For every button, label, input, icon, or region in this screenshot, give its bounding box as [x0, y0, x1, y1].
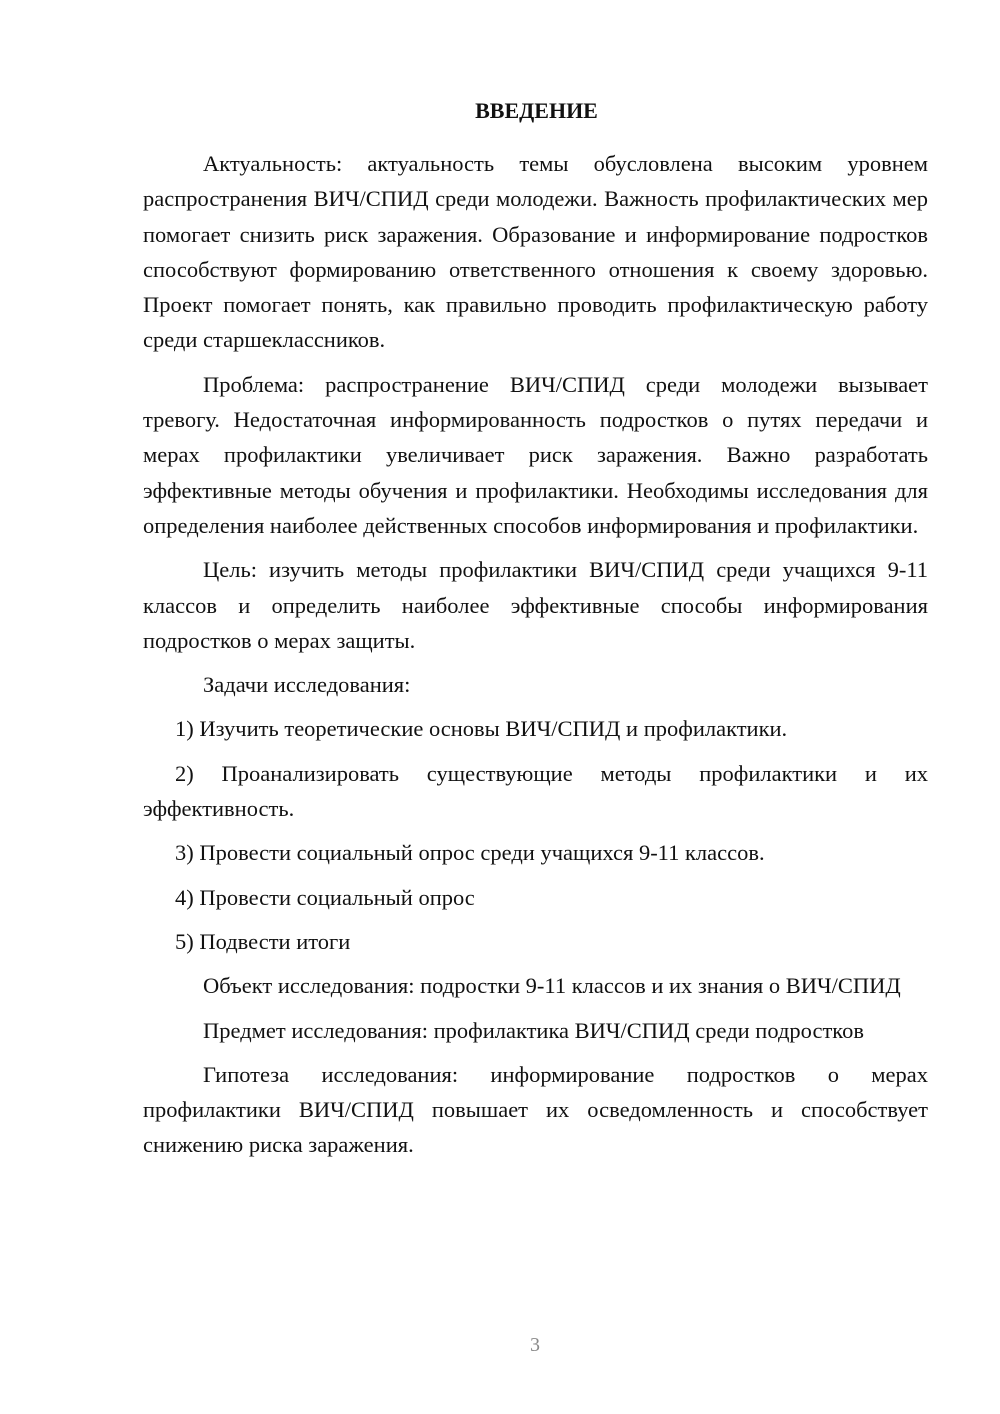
task-item: 5) Подвести итоги [175, 928, 351, 954]
tasks-heading: Задачи исследования: [203, 672, 411, 698]
document-page [143, 96, 928, 1172]
task-item: 1) Изучить теоретические основы ВИЧ/СПИД и профилактики. [175, 716, 788, 742]
task-item: 4) Провести социальный опрос [175, 884, 475, 910]
problem-paragraph: Проблема: распространение ВИЧ/СПИД среди молодежи вызывает тревогу. Недостаточная информированность подростков о путях передачи и мерах профилактики увеличивает риск заражения. Важно разработать эффективные методы обучения и профилактики. Необходимы исследования для определения наиболее действенных способов информирования и профилактики. [143, 371, 928, 538]
hypothesis-paragraph: Гипотеза исследования: информирование подростков о мерах профилактики ВИЧ/СПИД повышает их осведомленность и способствует снижению риска заражения. [143, 1061, 928, 1158]
task-item: 3) Провести социальный опрос среди учащихся 9-11 классов. [175, 840, 765, 866]
goal-paragraph: Цель: изучить методы профилактики ВИЧ/СПИД среди учащихся 9-11 классов и определить наиболее эффективные способы информирования подростков о мерах защиты. [143, 557, 928, 653]
section-title: ВВЕДЕНИЕ [475, 98, 598, 123]
object-paragraph: Объект исследования: подростки 9-11 классов и их знания о ВИЧ/СПИД [203, 973, 901, 999]
relevance-paragraph: Актуальность: актуальность темы обусловлена высоким уровнем распространения ВИЧ/СПИД среди молодежи. Важность профилактических мер помогает снизить риск заражения. Образование и информирование подростков способствуют формированию ответственного отношения к своему здоровью. Проект помогает понять, как правильно проводить профилактическую работу среди старшеклассников. [143, 151, 928, 353]
task-item: 2) Проанализировать существующие методы профилактики и их эффективность. [143, 760, 928, 822]
page-number: 3 [530, 1334, 540, 1356]
subject-paragraph: Предмет исследования: профилактика ВИЧ/СПИД среди подростков [203, 1017, 864, 1043]
